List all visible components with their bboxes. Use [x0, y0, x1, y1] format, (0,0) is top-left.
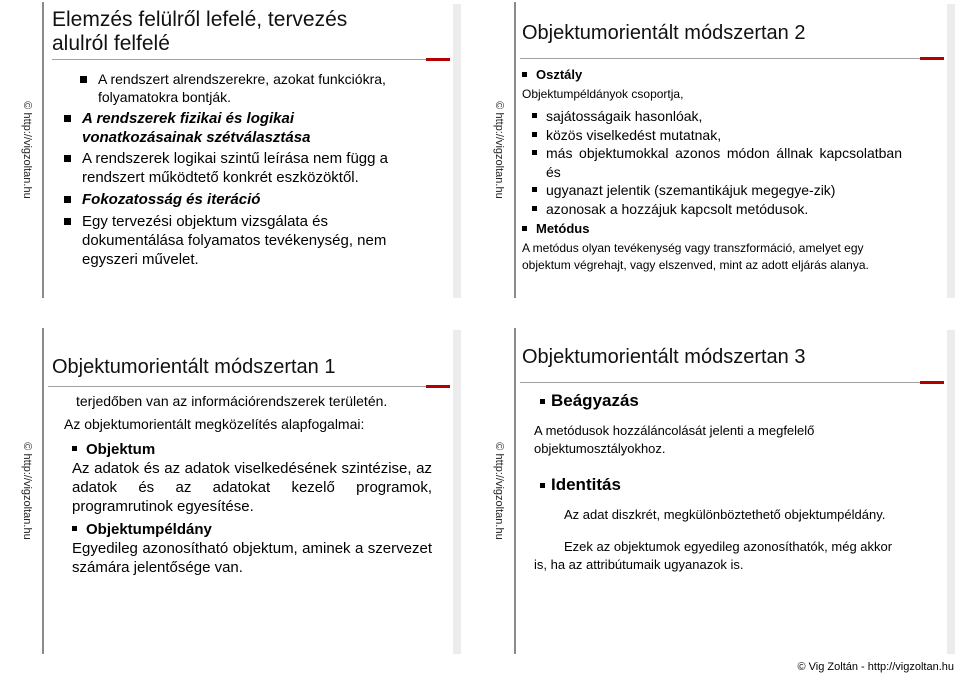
slide-content [64, 70, 404, 269]
slide-title: Objektumorientált módszertan 2 [522, 22, 806, 44]
accent-bar [920, 57, 944, 60]
slide-3 [12, 328, 453, 654]
bullet-icon [522, 72, 527, 77]
bullet-icon [522, 226, 527, 231]
title-rule [520, 58, 944, 59]
slide-shadow [453, 4, 461, 298]
slide-title: Objektumorientált módszertan 1 [52, 356, 336, 378]
bullet-icon [532, 113, 537, 118]
list-item-text: A rendszerek logikai szintű leírása nem függ a rendszert működtető konkrét eszközöktől. [82, 150, 388, 186]
paragraph: Egyedileg azonosítható objektum, aminek a szervezet számára jelentősége van. [72, 540, 432, 576]
list-item-text: sajátosságaik hasonlóak, [546, 108, 703, 124]
section-heading [540, 390, 904, 412]
list-item [532, 126, 904, 145]
watermark-text: © http://vigzoltan.hu [493, 442, 505, 540]
section-heading [540, 474, 904, 496]
slide-shadow [947, 4, 955, 298]
watermark-strip [484, 2, 516, 298]
slide-content [522, 66, 904, 274]
text-line: terjedőben van az információrendszerek területén. [76, 393, 388, 409]
bullet-icon [532, 150, 537, 155]
watermark-strip [12, 2, 44, 298]
title-rule [520, 382, 944, 383]
paragraph: A metódus olyan tevékenység vagy transzformáció, amelyet egy objektum végrehajt, vagy elszenved, mint az adott eljárás alanya. [522, 241, 869, 272]
list-item-text: más objektumokkal azonos módon állnak kapcsolatban és [546, 145, 902, 180]
bullet-icon [80, 76, 87, 83]
bullet-icon [72, 526, 77, 531]
bullet-icon [532, 187, 537, 192]
accent-bar [426, 385, 450, 388]
section-heading [72, 520, 440, 539]
section-heading-text: Objektum [86, 441, 156, 458]
list-item-text: ugyanazt jelentik (szemantikájuk megegye-zik) [546, 182, 836, 198]
paragraph: A metódusok hozzáláncolását jelenti a megfelelő objektumosztályokhoz. [534, 423, 815, 456]
slide-title: Objektumorientált módszertan 3 [522, 346, 806, 368]
slide-title: Elemzés felülről lefelé, tervezés alulról felfelé [52, 8, 348, 55]
section-heading [72, 440, 440, 459]
list-item-text: azonosak a hozzájuk kapcsolt metódusok. [546, 200, 809, 217]
bullet-icon [64, 218, 71, 225]
accent-bar [920, 381, 944, 384]
section-heading [522, 66, 904, 83]
section-heading [522, 220, 904, 237]
slide-shadow [453, 330, 461, 654]
paragraph: Az adatok és az adatok viselkedésének szintézise, az adatok és az adatokat kezelő programok, programrutinok egyesítése. [72, 460, 432, 515]
slide-content [534, 390, 904, 574]
slide-content [64, 392, 440, 577]
section-heading-text: Objektumpéldány [86, 521, 212, 538]
slide-2 [484, 2, 947, 298]
list-item-text: Egy tervezési objektum vizsgálata és dokumentálása folyamatos tevékenység, nem egyszeri művelet. [82, 213, 387, 268]
bullet-icon [72, 446, 77, 451]
slide-1 [12, 2, 453, 298]
list-item [64, 109, 404, 147]
list-item [64, 212, 404, 269]
title-rule [52, 59, 450, 60]
watermark-strip [12, 328, 44, 654]
list-item [80, 70, 404, 106]
list-item-text: közös viselkedést mutatnak, [546, 126, 722, 143]
page-footer: © Vig Zoltán - http://vigzoltan.hu [797, 661, 954, 673]
list-item-text: Fokozatosság és iteráció [82, 191, 261, 208]
definitions [72, 440, 440, 577]
bullet-icon [532, 206, 537, 211]
list-item [64, 190, 404, 209]
section-heading-text: Metódus [536, 221, 590, 236]
bullet-icon [64, 196, 71, 203]
bullet-icon [540, 399, 545, 404]
watermark-strip [484, 328, 516, 654]
list-item [532, 144, 902, 181]
text-line: Az objektumorientált megközelítés alapfogalmai: [64, 416, 365, 432]
watermark-text: © http://vigzoltan.hu [21, 101, 33, 199]
sub-list [532, 107, 904, 218]
paragraph: Az adat diszkrét, megkülönböztethető objektumpéldány. [564, 507, 886, 522]
bullet-icon [540, 483, 545, 488]
list-item [532, 107, 904, 126]
bullet-icon [64, 115, 71, 122]
section-heading-text: Beágyazás [551, 391, 639, 410]
watermark-text: © http://vigzoltan.hu [493, 101, 505, 199]
list-item [532, 200, 904, 219]
slide-shadow [947, 330, 955, 654]
watermark-text: © http://vigzoltan.hu [21, 442, 33, 540]
bullet-icon [64, 155, 71, 162]
list-item-text: A rendszerek fizikai és logikai vonatkozásainak szétválasztása [82, 110, 311, 146]
list-item-text: A rendszert alrendszerekre, azokat funkciókra, folyamatokra bontják. [98, 71, 386, 105]
bullet-icon [532, 132, 537, 137]
title-rule [48, 386, 450, 387]
slide-4 [484, 328, 947, 654]
section-heading-text: Identitás [551, 475, 621, 494]
list-item [64, 149, 404, 187]
intro-text: Objektumpéldányok csoportja, [522, 87, 684, 101]
accent-bar [426, 58, 450, 61]
section-heading-text: Osztály [536, 67, 583, 82]
list-item [532, 181, 904, 200]
paragraph: Ezek az objektumok egyedileg azonosíthatók, még akkor is, ha az attribútumaik ugyanazok is. [534, 539, 893, 572]
